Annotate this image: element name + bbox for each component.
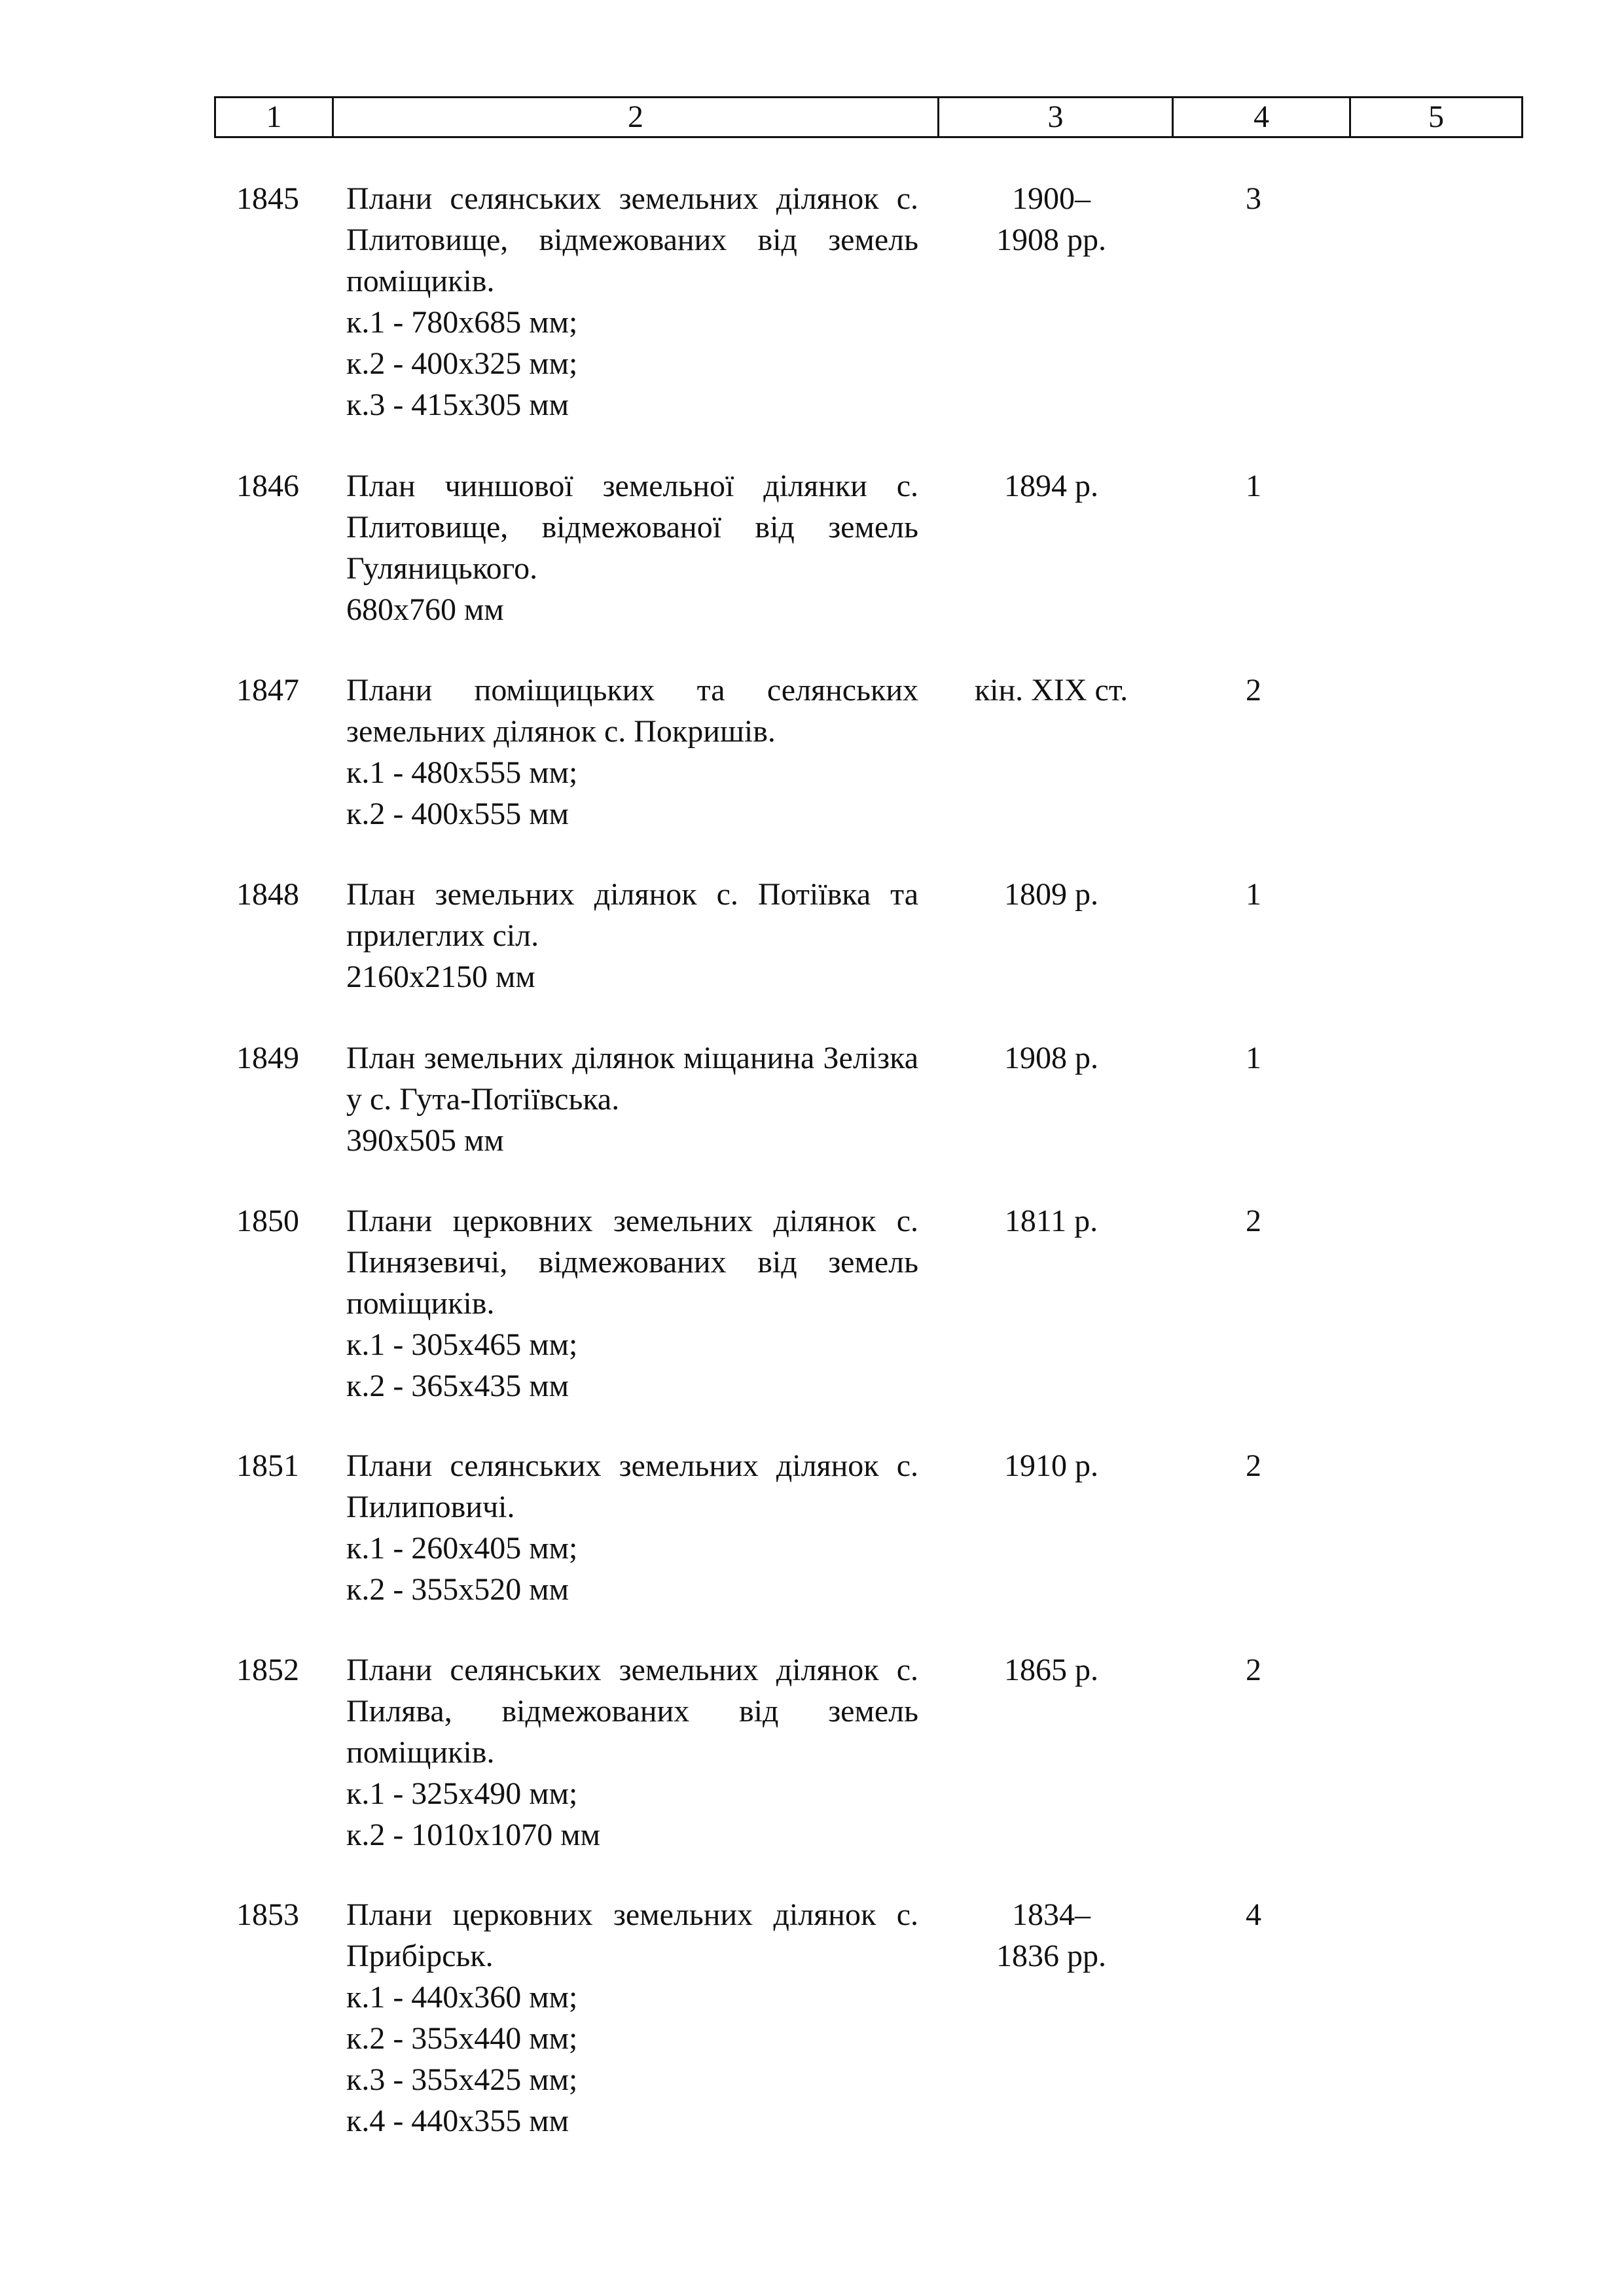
entry-description xyxy=(346,1649,918,1856)
entry-size: к.4 - 440х355 мм xyxy=(346,2104,569,2138)
entry-number: 1849 xyxy=(236,1041,299,1075)
entry-size: к.2 - 355х520 мм xyxy=(346,1572,569,1607)
entry-number: 1847 xyxy=(236,673,299,708)
entry-date: 1908 р. xyxy=(1004,1041,1098,1075)
entry-title: План земельних ділянок міщанина Зелізка у с. Гута-Потіївська. xyxy=(346,1041,918,1117)
entry-title: План земельних ділянок с. Потіївка та прилеглих сіл. xyxy=(346,877,918,953)
entry-size: к.2 - 365х435 мм xyxy=(346,1369,569,1403)
entry-size: к.1 - 305х465 мм; xyxy=(346,1327,578,1362)
entry-size: к.2 - 1010х1070 мм xyxy=(346,1818,601,1852)
entry-title: Плани поміщицьких та селянських земельних ділянок с. Покришів. xyxy=(346,673,918,749)
entry-count: 1 xyxy=(1246,469,1261,503)
column-header-2: 2 xyxy=(333,98,939,137)
entry-date: 1865 р. xyxy=(1004,1653,1098,1687)
entry-date: 1811 р. xyxy=(1004,1204,1098,1238)
entry-title: Плани селянських земельних ділянок с. Плитовище, відмежованих від земель поміщиків. xyxy=(346,181,918,298)
entry-size: к.3 - 355х425 мм; xyxy=(346,2062,578,2097)
entry-size: к.1 - 480х555 мм; xyxy=(346,755,578,790)
column-header-table xyxy=(214,96,1523,138)
entry-size: 2160х2150 мм xyxy=(346,960,535,994)
entry-size: к.1 - 260х405 мм; xyxy=(346,1531,578,1566)
column-header-1: 1 xyxy=(215,98,333,137)
entry-count: 1 xyxy=(1246,877,1261,912)
entry-size: к.2 - 400х555 мм xyxy=(346,797,569,831)
entry-number: 1851 xyxy=(236,1448,299,1483)
entry-size: к.1 - 325х490 мм; xyxy=(346,1776,578,1811)
entry-size: к.1 - 440х360 мм; xyxy=(346,1980,578,2015)
entry-size: 390х505 мм xyxy=(346,1123,504,1158)
entry-count: 2 xyxy=(1246,1653,1261,1687)
column-header-4: 4 xyxy=(1173,98,1350,137)
entry-date: 1834– 1836 рр. xyxy=(996,1897,1106,1973)
entry-date: 1900– 1908 рр. xyxy=(996,181,1106,257)
entry-description xyxy=(346,874,918,997)
entry-description xyxy=(346,1894,918,2142)
column-header-3: 3 xyxy=(939,98,1173,137)
entry-title: Плани селянських земельних ділянок с. Пилиповичі. xyxy=(346,1448,918,1524)
entry-number: 1852 xyxy=(236,1653,299,1687)
entry-size: к.3 - 415х305 мм xyxy=(346,387,569,422)
entry-count: 3 xyxy=(1246,181,1261,216)
column-header-5: 5 xyxy=(1350,98,1523,137)
entry-count: 2 xyxy=(1246,673,1261,708)
entry-size: к.1 - 780х685 мм; xyxy=(346,305,578,340)
entry-number: 1850 xyxy=(236,1204,299,1238)
entry-count: 2 xyxy=(1246,1448,1261,1483)
entry-description xyxy=(346,465,918,630)
entry-number: 1846 xyxy=(236,469,299,503)
entry-size: к.2 - 400х325 мм; xyxy=(346,346,578,381)
entry-description xyxy=(346,178,918,425)
entry-number: 1848 xyxy=(236,877,299,912)
column-header-row xyxy=(215,98,1523,137)
entry-date: 1809 р. xyxy=(1004,877,1098,912)
entry-title: Плани церковних земельних ділянок с. Пинязевичі, відмежованих від земель поміщиків. xyxy=(346,1204,918,1321)
entry-title: Плани церковних земельних ділянок с. Прибірськ. xyxy=(346,1897,918,1973)
entry-description xyxy=(346,670,918,834)
entry-date: 1910 р. xyxy=(1004,1448,1098,1483)
entry-date: 1894 р. xyxy=(1004,469,1098,503)
entry-description xyxy=(346,1200,918,1407)
entry-size: 680х760 мм xyxy=(346,592,504,627)
entry-number: 1853 xyxy=(236,1897,299,1932)
entry-description xyxy=(346,1445,918,1610)
entry-size: к.2 - 355х440 мм; xyxy=(346,2021,578,2056)
entry-number: 1845 xyxy=(236,181,299,216)
entry-description xyxy=(346,1037,918,1161)
entry-title: План чиншової земельної ділянки с. Плитовище, відмежованої від земель Гуляницького. xyxy=(346,469,918,586)
entry-count: 4 xyxy=(1246,1897,1261,1932)
entry-count: 2 xyxy=(1246,1204,1261,1238)
entry-date: кін. XIX ст. xyxy=(974,673,1128,708)
entry-count: 1 xyxy=(1246,1041,1261,1075)
entry-title: Плани селянських земельних ділянок с. Пилява, відмежованих від земель поміщиків. xyxy=(346,1653,918,1770)
